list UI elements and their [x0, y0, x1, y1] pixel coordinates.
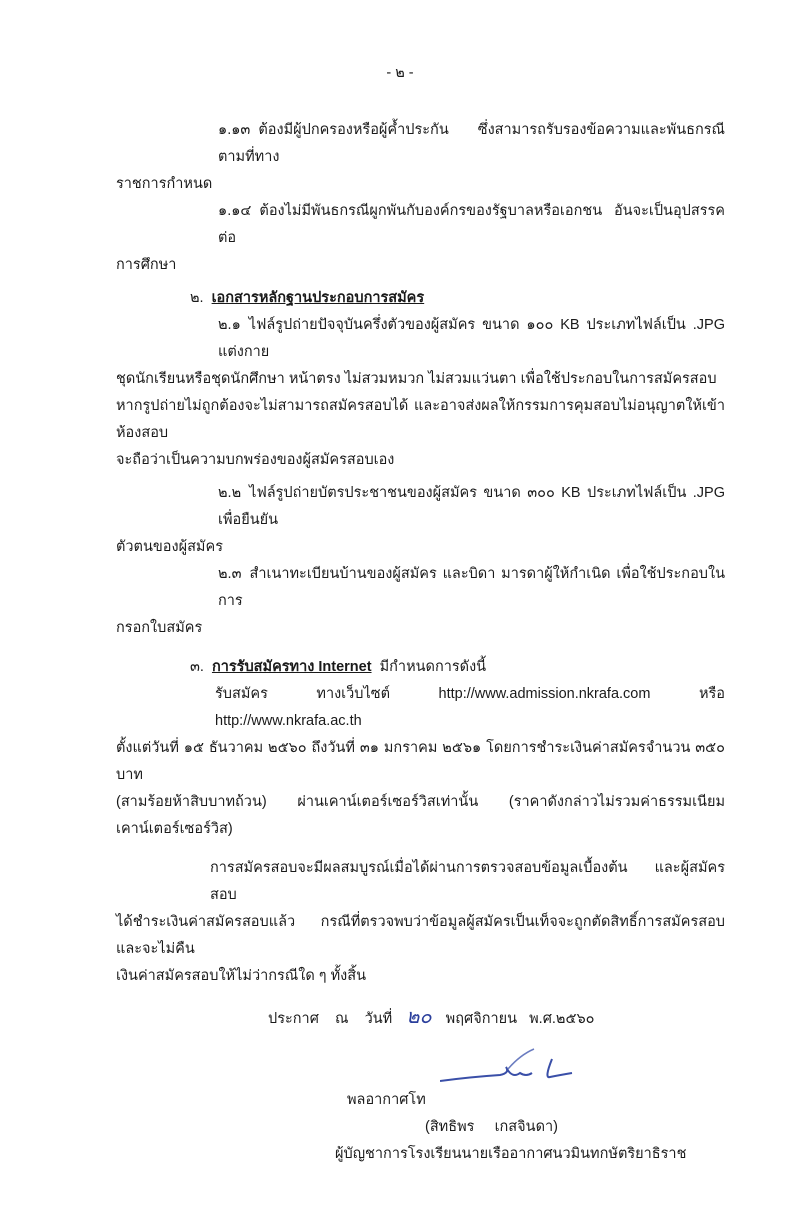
item-text: ต้องไม่มีพันธกรณีผูกพันกับองค์กรของรัฐบาลหรือเอกชน อันจะเป็นอุปสรรคต่อ	[218, 203, 725, 246]
section-title: เอกสารหลักฐานประกอบการสมัคร	[211, 290, 425, 306]
signature-icon	[440, 1047, 580, 1087]
closing-line: การสมัครสอบจะมีผลสมบูรณ์เมื่อได้ผ่านการตรวจสอบข้อมูลเบื้องต้น และผู้สมัครสอบ	[210, 860, 725, 903]
item-1-14	[116, 198, 725, 252]
date-line: ตั้งแต่วันที่ ๑๕ ธันวาคม ๒๕๖๐ ถึงวันที่ ๓๑ มกราคม ๒๕๖๑ โดยการชำระเงินค่าสมัครจำนวน ๓๕๐ บาท	[116, 740, 725, 783]
item-number: ๑.๑๔	[218, 203, 252, 219]
signer-rank: พลอากาศโท	[347, 1092, 426, 1108]
item-number: ๑.๑๓	[218, 122, 251, 138]
announcement-suffix: พฤศจิกายน พ.ศ.๒๕๖๐	[445, 1011, 595, 1027]
announcement-date	[116, 1006, 725, 1033]
item-2-2	[116, 480, 725, 534]
item-text: ไฟล์รูปถ่ายบัตรประชาชนของผู้สมัคร ขนาด ๓๐๐ KB ประเภทไฟล์เป็น .JPG เพื่อยืนยัน	[218, 485, 725, 528]
item-2-3-line: กรอกใบสมัคร	[116, 620, 203, 636]
item-1-13	[116, 117, 725, 171]
website-line: รับสมัคร ทางเว็บไซต์ http://www.admission.nkrafa.com หรือ http://www.nkrafa.ac.th	[215, 686, 725, 729]
item-number: ๒.๓	[218, 566, 242, 582]
closing-line: เงินค่าสมัครสอบให้ไม่ว่ากรณีใด ๆ ทั้งสิ้น	[116, 968, 366, 984]
item-2-1	[116, 312, 725, 366]
signer-name: (สิทธิพร เกสจินดา)	[425, 1119, 558, 1135]
signature-area	[440, 1047, 725, 1087]
fee-line: (สามร้อยห้าสิบบาทถ้วน) ผ่านเคาน์เตอร์เซอร์วิสเท่านั้น (ราคาดังกล่าวไม่รวมค่าธรรมเนียมเคาน์เตอร์เซอร์วิส)	[116, 794, 725, 837]
item-1-14-cont: การศึกษา	[116, 257, 177, 273]
item-2-1-line: ชุดนักเรียนหรือชุดนักศึกษา หน้าตรง ไม่สวมหมวก ไม่สวมแว่นตา เพื่อใช้ประกอบในการสมัครสอบ	[116, 371, 717, 387]
section-title-suffix: มีกำหนดการดังนี้	[379, 659, 487, 675]
section-2-heading	[116, 285, 725, 312]
item-number: ๒.๑	[218, 317, 241, 333]
section-3-heading	[116, 654, 725, 681]
closing-line: ได้ชำระเงินค่าสมัครสอบแล้ว กรณีที่ตรวจพบว่าข้อมูลผู้สมัครเป็นเท็จจะถูกตัดสิทธิ์การสมัครสอบ และจะไม่คืน	[116, 914, 725, 957]
announcement-prefix: ประกาศ ณ วันที่	[268, 1011, 393, 1027]
item-text: ไฟล์รูปถ่ายปัจจุบันครึ่งตัวของผู้สมัคร ขนาด ๑๐๐ KB ประเภทไฟล์เป็น .JPG แต่งกาย	[218, 317, 725, 360]
handwritten-day: ๒๐	[406, 1004, 432, 1028]
item-text: ต้องมีผู้ปกครองหรือผู้ค้ำประกัน ซึ่งสามารถรับรองข้อความและพันธกรณีตามที่ทาง	[218, 122, 725, 165]
section-number: ๒.	[190, 290, 204, 306]
item-2-2-line: ตัวตนของผู้สมัคร	[116, 539, 223, 555]
item-2-3	[116, 561, 725, 615]
item-2-1-line: จะถือว่าเป็นความบกพร่องของผู้สมัครสอบเอง	[116, 452, 395, 468]
item-1-13-cont: ราชการกำหนด	[116, 176, 213, 192]
section-title: การรับสมัครทาง Internet	[211, 659, 372, 675]
section-number: ๓.	[190, 659, 204, 675]
item-2-1-line: หากรูปถ่ายไม่ถูกต้องจะไม่สามารถสมัครสอบได้ และอาจส่งผลให้กรรมการคุมสอบไม่อนุญาตให้เข้าห้องสอบ	[116, 398, 725, 441]
item-text: สำเนาทะเบียนบ้านของผู้สมัคร และบิดา มารดาผู้ให้กำเนิด เพื่อใช้ประกอบในการ	[218, 566, 725, 609]
signer-position: ผู้บัญชาการโรงเรียนนายเรืออากาศนวมินทกษัตริยาธิราช	[335, 1146, 687, 1162]
item-number: ๒.๒	[218, 485, 242, 501]
page-number: - ๒ -	[386, 65, 414, 81]
